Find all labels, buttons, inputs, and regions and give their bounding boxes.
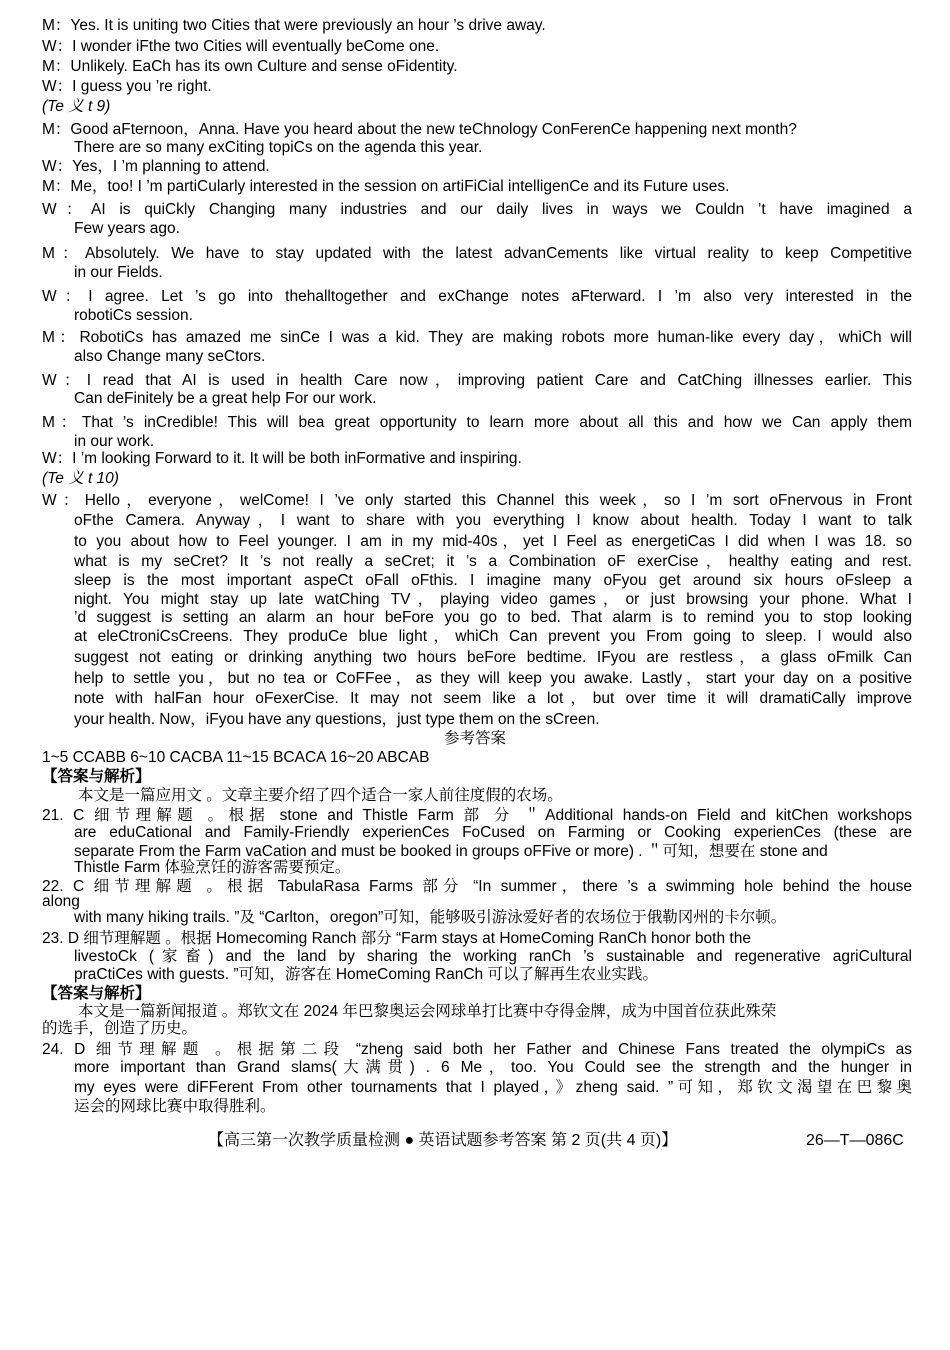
page-footer-title: 【高三第一次教学质量检测 ● 英语试题参考答案 第 2 页(共 4 页)】 (208, 1132, 678, 1149)
monologue-line: ’d suggest is setting an alarm an hour beFore you go to bed. That alarm is to remind you to stop looking (74, 609, 912, 626)
dialogue-line: also Change many seCtors. (74, 348, 266, 365)
q23-line: livestoCk (家畜) and the land by sharing the working ranCh ’s sustainable and regenerative agriCultural (74, 948, 912, 965)
monologue-line: what is my seCret? It ’s not really a seCret; it ’s a Combination oF exerCise，healthy eating and rest. (74, 553, 912, 570)
monologue-line: your health. Now，iFyou have any questions，just type them on the sCreen. (74, 711, 600, 728)
dialogue-line: in our Fields. (74, 264, 163, 281)
monologue-line: suggest not eating or drinking anything two hours beFore bedtime. IFyou are restless，a glass oFmilk Can (74, 649, 912, 666)
dialogue-line: M：RobotiCs has amazed me sinCe I was a kid. They are making robots more human-like every day，whiCh will (42, 329, 912, 346)
section-title: 【答案与解析】 (42, 768, 151, 785)
dialogue-line: Few years ago. (74, 220, 180, 237)
dialogue-line: robotiCs session. (74, 307, 193, 324)
dialogue-line: W：Yes，I ’m planning to attend. (42, 158, 270, 175)
q24-line: my eyes were diFFerent From other tournaments that I played，》zheng said. ”可知，郑钦文渴望在巴黎奥 (74, 1079, 912, 1096)
dialogue-line: in our work. (74, 433, 155, 450)
monologue-line: at eleCtroniCsCreens. They produCe blue light，whiCh Can prevent you From going to sleep. I would also (74, 628, 912, 645)
monologue-line: night. You might stay up late watChing TV，playing video games，or just browsing your phone. What I (74, 591, 912, 608)
monologue-line: help to settle you，but no tea or CoFFee，as they will keep you awake. Lastly，start your day on a positive (74, 670, 912, 687)
q24-line: more important than Grand slams(大满贯) . 6 Me，too. You Could see the strength and the hunger in (74, 1059, 912, 1076)
dialogue-line: W：I wonder iFthe two Cities will eventually beCome one. (42, 38, 440, 55)
q21-line: separate From the Farm vaCation and must be booked in groups oFFive or more) . ＂可知，想要在 stone and (74, 843, 828, 860)
text-10-label: (Te 义 t 10) (42, 470, 119, 487)
dialogue-line: There are so many exCiting topiCs on the agenda this year. (74, 139, 483, 156)
q22-line: with many hiking trails. ”及 “Carlton，oregon”可知，能够吸引游泳爱好者的农场位于俄勒冈州的卡尔顿。 (74, 909, 787, 926)
answers-line: 1~5 CCABB 6~10 CACBA 11~15 BCACA 16~20 ABCAB (42, 749, 430, 766)
answers-title: 参考答案 (443, 730, 506, 747)
dialogue-line: M：That ’s inCredible! This will bea great opportunity to learn more about all this and how we Can apply them (42, 414, 912, 431)
q21-line: Thistle Farm 体验烹饪的游客需要预定。 (74, 859, 351, 876)
dialogue-line: M：Yes. It is uniting two Cities that were previously an hour ’s drive away. (42, 17, 546, 34)
q21-line: 21. C 细节理解题 。根据 stone and Thistle Farm 部 分 ＂Additional hands-on Field and kitChen workshops (42, 807, 912, 824)
dialogue-line: W：I guess you ’re right. (42, 78, 212, 95)
section-intro: 本文是一篇应用文 。文章主要介绍了四个适合一家人前往度假的农场。 (78, 787, 563, 804)
section-intro: 本文是一篇新闻报道 。郑钦文在 2024 年巴黎奥运会网球单打比赛中夺得金牌，成为中国首位获此殊荣 (78, 1003, 777, 1020)
section-intro: 的选手，创造了历史。 (42, 1020, 198, 1037)
monologue-line: W：Hello，everyone，welCome! I ’ve only started this Channel this week，so I ’m sort oFnervous in Front (42, 492, 912, 509)
q22-line: 22. C 细节理解题 。根据 TabulaRasa Farms 部分 “In summer，there ’s a swimming hole behind the house (42, 878, 912, 895)
q24-line: 运会的网球比赛中取得胜利。 (74, 1098, 276, 1115)
page-footer-code: 26—T—086C (806, 1132, 904, 1149)
q23-line: 23. D 细节理解题 。根据 Homecoming Ranch 部分 “Farm stays at HomeComing RanCh honor both the (42, 930, 751, 947)
q23-line: praCtiCes with guests. ”可知，游客在 HomeComing RanCh 可以了解再生农业实践。 (74, 966, 658, 983)
dialogue-line: M：Absolutely. We have to stay updated with the latest advanCements like virtual reality to keep Competitive (42, 245, 912, 262)
q24-line: 24. D 细节理解题 。根据第二段 “zheng said both her Father and Chinese Fans treated the olympiCs as (42, 1041, 912, 1058)
dialogue-line: W：I agree. Let ’s go into thehalltogether and exChange notes aFterward. I ’m also very interested in the (42, 288, 912, 305)
dialogue-line: W：I read that AI is used in health Care now，improving patient Care and CatChing illnesses earlier. This (42, 372, 912, 389)
monologue-line: oFthe Camera. Anyway，I want to share with you everything I know about health. Today I want to talk (74, 512, 912, 529)
dialogue-line: M：Unlikely. EaCh has its own Culture and sense oFidentity. (42, 58, 458, 75)
monologue-line: note with halFan hour oFexerCise. It may not seem like a lot，but over time it will dramatiCally improve (74, 690, 912, 707)
section-title: 【答案与解析】 (42, 985, 151, 1002)
dialogue-line: Can deFinitely be a great help For our work. (74, 390, 377, 407)
q21-line: are eduCational and Family-Friendly experienCes FoCused on Farming or Cooking experienCes (these are (74, 824, 912, 841)
monologue-line: sleep is the most important aspeCt oFall oFthis. I imagine many oFyou get around six hours oFsleep a (74, 572, 912, 589)
dialogue-line: W：I ’m looking Forward to it. It will be both inFormative and inspiring. (42, 450, 522, 467)
text-9-label: (Te 义 t 9) (42, 98, 111, 115)
monologue-line: to you about how to Feel younger. I am in my mid-40s，yet I Feel as energetiCas I did when I was 18. so (74, 533, 912, 550)
dialogue-line: M：Good aFternoon，Anna. Have you heard about the new teChnology ConFerenCe happening next month? (42, 121, 797, 138)
dialogue-line: W：AI is quiCkly Changing many industries and our daily lives in ways we Couldn ’t have imagined a (42, 201, 912, 218)
q22-line: along (42, 893, 80, 910)
dialogue-line: M：Me，too! I ’m partiCularly interested in the session on artiFiCial intelligenCe and its Future uses. (42, 178, 730, 195)
